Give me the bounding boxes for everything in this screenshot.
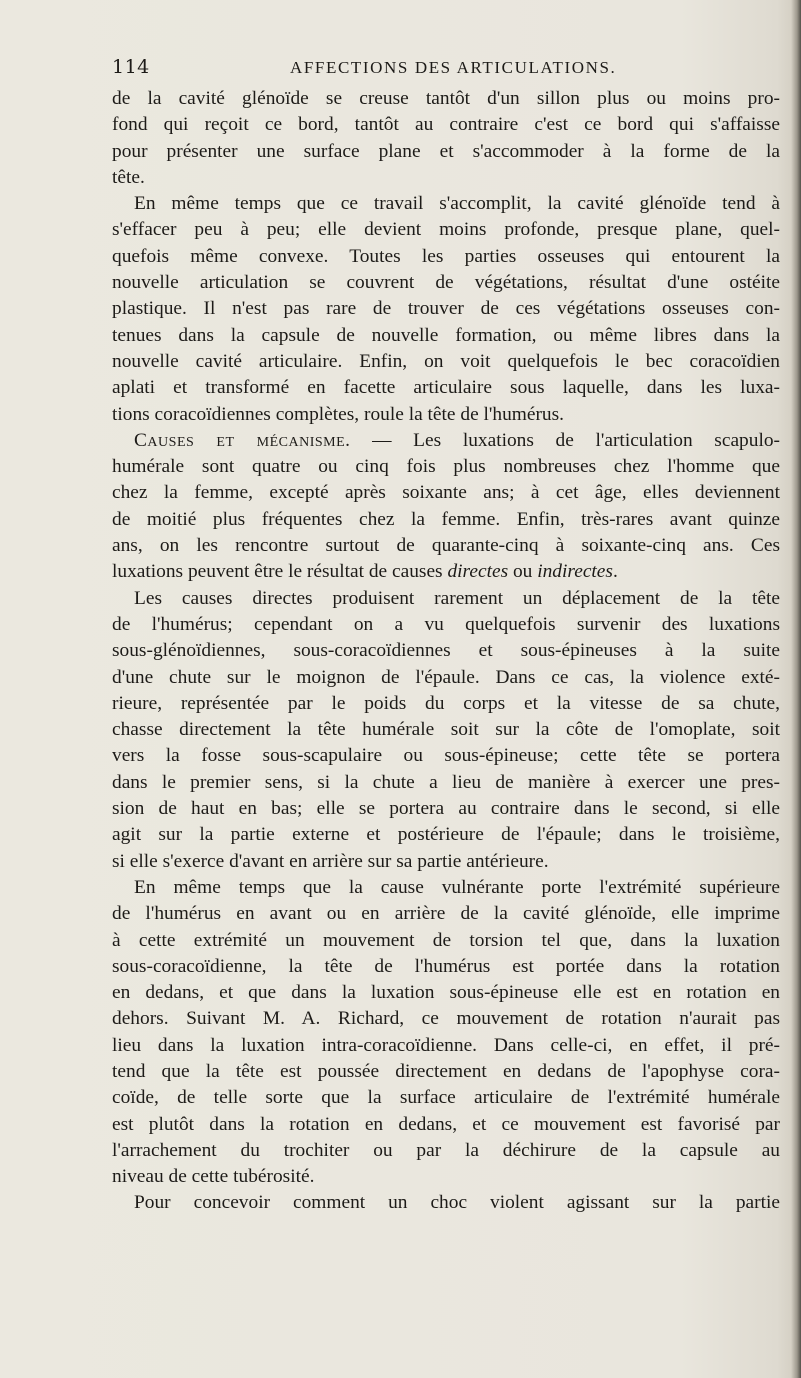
text-line: sous-coracoïdienne, la tête de l'humérus est portée dans la rotation [112,955,780,977]
italic-term-directes: directes [447,561,509,583]
text-line: à cette extrémité un mouvement de torsion tel que, dans la luxation [112,929,780,951]
text-line: humérale sont quatre ou cinq fois plus nombreuses chez l'homme que [112,456,780,478]
text-line: chez la femme, excepté après soixante ans; à cet âge, elles deviennent [112,482,780,504]
paragraph-start-line: Les causes directes produisent rarement un déplacement de la tête [134,587,780,609]
text-line: chasse directement la tête humérale soit sur la côte de l'omoplate, soit [112,719,780,741]
text-line: nouvelle cavité articulaire. Enfin, on voit quelquefois le bec coracoïdien [112,350,780,372]
text-line: tenues dans la capsule de nouvelle formation, ou même libres dans la [112,324,780,346]
text-line: dans le premier sens, si la chute a lieu de manière à exercer une pres- [112,771,780,793]
text-line: en dedans, et que dans la luxation sous-épineuse elle est en rotation en [112,982,780,1004]
italic-term-indirectes: indirectes [537,561,613,583]
text-line: dehors. Suivant M. A. Richard, ce mouvement de rotation n'aurait pas [112,1008,780,1030]
text-line: de l'humérus; cependant on a vu quelquefois survenir des luxations [112,613,780,635]
text-line: de la cavité glénoïde se creuse tantôt d'un sillon plus ou moins pro- [112,88,780,109]
paragraph-start-line: En même temps que la cause vulnérante porte l'extrémité supérieure [134,876,780,898]
text-line: est plutôt dans la rotation en dedans, et ce mouvement est favorisé par [112,1113,780,1135]
text-line: lieu dans la luxation intra-coracoïdienne. Dans celle-ci, en effet, il pré- [112,1034,780,1056]
page-number: 114 [112,56,150,78]
text-line: tions coracoïdiennes complètes, roule la tête de l'humérus. [112,403,565,425]
text-line: ans, on les rencontre surtout de quarante-cinq à soixante-cinq ans. Ces [112,535,780,557]
italic-terms-line [112,559,780,585]
text-line: pour présenter une surface plane et s'accommoder à la forme de la [112,140,780,162]
text-line: d'une chute sur le moignon de l'épaule. Dans ce cas, la violence exté- [112,666,780,688]
section-heading-line [112,428,780,454]
text-line: quefois même convexe. Toutes les parties osseuses qui entourent la [112,245,780,267]
text-line: tend que la tête est poussée directement en dedans de l'apophyse cora- [112,1060,780,1082]
section-heading-continuation: — Les luxations de l'articulation scapulo- [350,429,780,451]
text-line: fond qui reçoit ce bord, tantôt au contraire c'est ce bord qui s'affaisse [112,114,780,136]
page-header [112,56,772,82]
text-line: de moitié plus fréquentes chez la femme. Enfin, très-rares avant quinze [112,508,780,530]
text-line: agit sur la partie externe et postérieure de l'épaule; dans le troisième, [112,824,780,846]
paragraph-start-line: En même temps que ce travail s'accomplit, la cavité glénoïde tend à [134,193,780,215]
text-line: niveau de cette tubérosité. [112,1166,315,1188]
section-heading: Causes et mécanisme. [134,429,351,451]
page-edge-shadow [791,0,801,1378]
text-line: nouvelle articulation se couvrent de végétations, résultat d'une ostéite [112,272,780,294]
running-title: AFFECTIONS DES ARTICULATIONS. [290,58,617,77]
text-line: aplati et transformé en facette articulaire sous laquelle, dans les luxa- [112,377,780,399]
text-line: s'effacer peu à peu; elle devient moins profonde, presque plane, quel- [112,219,780,241]
italic-line-after: . [612,561,618,583]
text-line: sous-glénoïdiennes, sous-coracoïdiennes et sous-épineuses à la suite [112,640,780,662]
text-line: l'arrachement du trochiter ou par la déchirure de la capsule au [112,1139,780,1161]
text-line: de l'humérus en avant ou en arrière de la cavité glénoïde, elle imprime [112,903,780,925]
italic-line-before: luxations peuvent être le résultat de causes [112,561,448,583]
text-line: rieure, représentée par le poids du corps et la vitesse de sa chute, [112,692,780,714]
text-line: tête. [112,166,145,188]
text-line: si elle s'exerce d'avant en arrière sur sa partie antérieure. [112,850,549,872]
text-line: plastique. Il n'est pas rare de trouver de ces végétations osseuses con- [112,298,780,320]
text-line: vers la fosse sous-scapulaire ou sous-épineuse; cette tête se portera [112,745,780,767]
body-text [112,86,780,1217]
text-line: coïde, de telle sorte que la surface articulaire de l'extrémité humérale [112,1087,780,1109]
paragraph-start-line: Pour concevoir comment un choc violent agissant sur la partie [134,1192,780,1214]
text-line: sion de haut en bas; elle se portera au contraire dans le second, si elle [112,798,780,820]
italic-line-middle: ou [508,561,538,583]
